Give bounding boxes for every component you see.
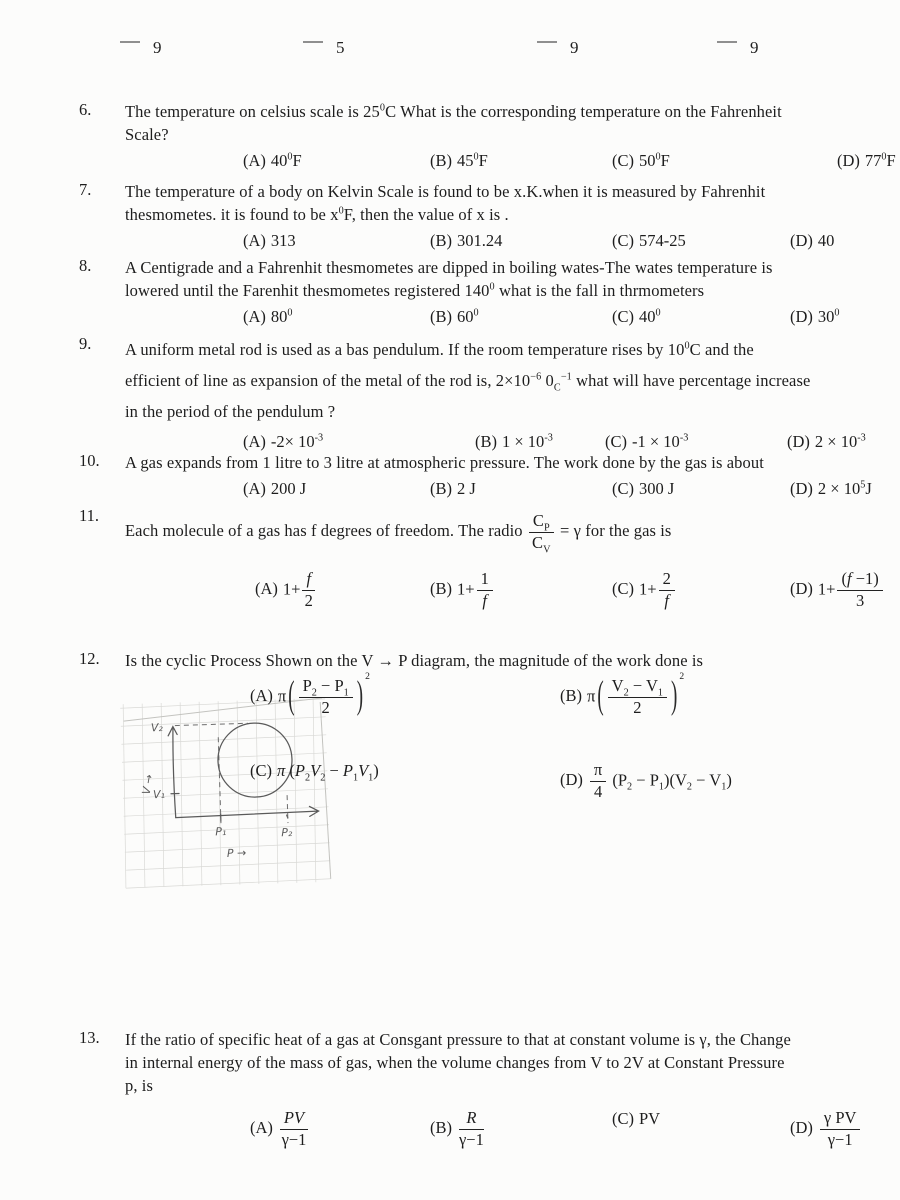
text: 2 xyxy=(321,697,330,717)
option-label: (D) xyxy=(790,579,813,599)
text: P xyxy=(302,676,312,695)
superscript: −1 xyxy=(560,371,572,383)
question-number: 6. xyxy=(79,100,92,119)
option-b xyxy=(560,670,685,718)
text: 4 xyxy=(593,781,603,801)
fraction-denominator xyxy=(302,591,315,611)
question-number: 11. xyxy=(79,506,100,525)
fraction-numerator xyxy=(459,1109,484,1130)
question-number: 10. xyxy=(79,451,100,470)
cutoff-fraction-fragment xyxy=(537,34,579,58)
option-label: (D) xyxy=(790,479,813,498)
fraction-denominator xyxy=(299,698,353,718)
option-d xyxy=(787,432,866,452)
text: A gas expands from 1 litre to 3 litre at atmospheric pressure. The work done by the gas is about xyxy=(125,453,764,472)
fraction-numerator xyxy=(837,570,882,591)
question-12 xyxy=(0,649,900,860)
fraction xyxy=(659,570,675,611)
option-b xyxy=(430,307,479,327)
text: 2 xyxy=(817,479,831,498)
text: thesmometes. it is found to be x xyxy=(125,205,339,224)
fraction xyxy=(299,677,353,718)
text: ) xyxy=(373,761,379,780)
text: p, is xyxy=(125,1076,154,1095)
text: 2 J xyxy=(457,479,476,498)
text: F xyxy=(886,151,896,170)
fragment-bar xyxy=(120,41,140,43)
superscript: 0 xyxy=(881,151,887,163)
superscript: 0 xyxy=(473,151,479,163)
options-row xyxy=(125,479,900,505)
options-row xyxy=(125,307,900,333)
italic-text: P xyxy=(342,761,353,780)
superscript: 5 xyxy=(860,479,866,491)
text: what is the fall in thrmometers xyxy=(494,281,705,300)
text: lowered until the Farenhit thesmometes registered 140 xyxy=(125,281,490,300)
option-label: (A) xyxy=(243,479,266,498)
text: ( xyxy=(841,569,847,588)
text: 1 xyxy=(480,569,489,588)
text: 40 xyxy=(817,231,835,250)
option-a xyxy=(243,231,296,251)
options-row xyxy=(125,570,900,632)
option-c xyxy=(605,432,688,452)
text: γ−1 xyxy=(459,1129,484,1149)
options-row xyxy=(125,151,900,177)
fraction-numerator xyxy=(302,570,315,591)
fragment-bar xyxy=(537,41,557,43)
question-text-line xyxy=(125,279,900,302)
text: 45 xyxy=(457,151,474,170)
option-label: (C) xyxy=(250,761,272,780)
text: 1 × 10 xyxy=(502,432,545,451)
text: 2 × 10 xyxy=(814,432,858,451)
question-text-line xyxy=(125,203,900,226)
text: −1) xyxy=(851,569,879,588)
fraction-denominator xyxy=(529,532,554,556)
fragment-digit: 9 xyxy=(570,38,579,57)
option-a xyxy=(243,479,306,499)
text: 574-25 xyxy=(639,231,686,250)
option-label: (A) xyxy=(255,579,278,599)
subscript: 1 xyxy=(352,772,359,784)
text: − V xyxy=(692,770,722,790)
text: 0 xyxy=(541,371,554,390)
superscript: 2 xyxy=(365,670,370,682)
question-text-line xyxy=(125,1028,900,1051)
option-c xyxy=(250,761,379,784)
superscript: 0 xyxy=(834,307,840,319)
options-row xyxy=(125,1109,900,1155)
text: (P xyxy=(608,770,628,790)
text: 3 xyxy=(855,590,865,610)
text: 80 xyxy=(270,307,288,326)
option-d xyxy=(560,761,732,802)
fraction-numerator xyxy=(659,570,675,591)
text: 200 J xyxy=(270,479,307,498)
text: 301.24 xyxy=(457,231,503,250)
italic-text: V xyxy=(310,761,321,780)
superscript: 0 xyxy=(489,281,495,293)
superscript: -3 xyxy=(679,432,689,444)
text: V xyxy=(611,676,624,695)
text: − xyxy=(325,761,343,780)
option-d xyxy=(790,479,872,499)
question-8 xyxy=(0,256,900,333)
text: 2 xyxy=(633,697,642,717)
subscript: 1 xyxy=(368,772,374,784)
grid-line-horizontal xyxy=(125,861,330,870)
text: ) xyxy=(726,770,732,790)
option-b xyxy=(430,570,495,611)
grid-line-horizontal xyxy=(124,825,329,834)
superscript: 0 xyxy=(287,151,293,163)
subscript: C xyxy=(553,382,561,394)
text: )(V xyxy=(664,770,687,790)
superscript: 0 xyxy=(287,307,293,319)
options-row xyxy=(125,670,900,751)
text: 10 xyxy=(839,479,861,498)
superscript: 0 xyxy=(684,340,690,352)
text: γ−1 xyxy=(827,1129,853,1149)
text: what will have percentage increase xyxy=(571,371,811,390)
italic-text: PV xyxy=(283,1109,305,1127)
question-number: 7. xyxy=(79,180,92,199)
question-text-line xyxy=(125,1051,900,1074)
superscript: 0 xyxy=(379,102,386,114)
text: π xyxy=(593,760,603,779)
italic-text: f xyxy=(846,569,852,588)
italic-text: P xyxy=(294,761,305,780)
subscript: P xyxy=(544,522,550,534)
text: 1+ xyxy=(817,579,836,599)
question-text-line xyxy=(125,451,900,474)
subscript: 1 xyxy=(658,781,664,793)
top-cutoff-fragments xyxy=(0,34,900,62)
subscript: 2 xyxy=(320,772,326,784)
option-label: (B) xyxy=(430,307,452,326)
text: π xyxy=(277,686,287,706)
text: − P xyxy=(632,770,659,790)
text: The temperature of a body on Kelvin Scale is found to be x.K.when it is measured by Fahrenhit xyxy=(125,182,766,201)
option-label: (C) xyxy=(605,432,627,451)
option-label: (A) xyxy=(250,1118,273,1138)
superscript: -3 xyxy=(314,432,324,444)
question-text-line xyxy=(125,256,900,279)
text: − xyxy=(316,676,335,695)
italic-text: V xyxy=(358,761,369,780)
question-text-line xyxy=(125,180,900,203)
fraction xyxy=(302,570,315,611)
text: F xyxy=(660,151,670,170)
superscript: 2 xyxy=(679,670,685,682)
fragment-digit: 5 xyxy=(336,38,345,57)
question-7 xyxy=(0,180,900,257)
fraction-denominator xyxy=(459,1130,484,1150)
superscript: 0 xyxy=(655,307,661,319)
option-label: (D) xyxy=(837,151,860,170)
option-label: (A) xyxy=(243,432,266,451)
superscript: -3 xyxy=(857,432,866,444)
big-paren: ( xyxy=(288,674,295,718)
fraction xyxy=(529,510,554,556)
fraction-numerator xyxy=(820,1109,861,1130)
option-label: (A) xyxy=(243,151,266,170)
fraction xyxy=(590,761,606,802)
text: 1+ xyxy=(282,579,301,599)
option-label: (A) xyxy=(243,231,266,250)
text: V xyxy=(645,676,658,695)
question-text-line xyxy=(125,396,900,427)
text: 30 xyxy=(817,307,835,326)
superscript: 0 xyxy=(655,151,661,163)
text: in the period of the pendulum ? xyxy=(125,402,336,421)
question-number: 8. xyxy=(79,256,92,275)
text: 2 xyxy=(662,569,671,588)
text: 2 xyxy=(304,590,313,610)
text: A Centigrade and a Fahrenhit thesmometes are dipped in boiling wates-The wates temperature is xyxy=(125,258,773,277)
subscript: 1 xyxy=(657,687,663,699)
text: 1+ xyxy=(639,579,657,599)
text: C and the xyxy=(689,340,754,359)
cutoff-fraction-fragment xyxy=(717,34,759,58)
options-row xyxy=(125,761,900,809)
cutoff-fraction-fragment xyxy=(303,34,345,58)
option-c xyxy=(612,151,670,171)
option-a xyxy=(243,432,323,452)
text: -1 × 10 xyxy=(632,432,680,451)
option-label: (B) xyxy=(430,579,452,599)
v1-label: V₁ xyxy=(152,787,166,802)
text: 313 xyxy=(270,231,296,250)
subscript: V xyxy=(543,544,551,556)
subscript: 2 xyxy=(311,687,317,699)
cutoff-fraction-fragment xyxy=(120,34,162,58)
question-number: 9. xyxy=(79,334,92,353)
fraction-numerator xyxy=(477,570,493,591)
text: F xyxy=(478,151,488,170)
question-number: 13. xyxy=(79,1028,100,1047)
option-d xyxy=(790,307,840,327)
italic-text: f xyxy=(306,569,312,588)
text: = γ for the gas is xyxy=(555,521,672,540)
question-text-line xyxy=(125,334,900,365)
p2-label: P₂ xyxy=(281,825,293,840)
question-9 xyxy=(0,334,900,458)
option-label: (A) xyxy=(243,307,266,326)
superscript: 0 xyxy=(473,307,479,319)
text: C What is the corresponding temperature on the Fahrenheit xyxy=(385,102,782,121)
superscript: -3 xyxy=(544,432,553,444)
question-11 xyxy=(0,506,900,632)
fraction-numerator xyxy=(280,1109,308,1130)
text: 40 xyxy=(270,151,288,170)
subscript: 2 xyxy=(623,687,629,699)
option-label: (C) xyxy=(612,579,634,599)
option-label: (B) xyxy=(430,479,452,498)
italic-text: f xyxy=(664,590,669,610)
option-label: (A) xyxy=(250,686,273,706)
fraction-denominator xyxy=(280,1130,308,1150)
option-label: (C) xyxy=(612,307,634,326)
option-label: (B) xyxy=(560,686,582,706)
fraction xyxy=(459,1109,484,1150)
text: -2× 10 xyxy=(270,432,315,451)
v-axis-label: V → xyxy=(139,773,157,796)
option-a xyxy=(250,670,370,718)
big-paren: ) xyxy=(671,674,678,718)
option-a xyxy=(255,570,317,611)
big-paren: ( xyxy=(597,674,604,718)
italic-text: π xyxy=(277,761,286,780)
fragment-digit: 9 xyxy=(153,38,162,57)
text: ( xyxy=(285,761,295,780)
text: × xyxy=(830,479,840,498)
option-b xyxy=(430,1109,486,1150)
text: PV xyxy=(639,1109,661,1128)
question-10 xyxy=(0,451,900,505)
text: 77 xyxy=(864,151,882,170)
option-label: (C) xyxy=(612,231,634,250)
text: 60 xyxy=(457,307,474,326)
fraction-denominator xyxy=(608,698,667,718)
text: Is the cyclic Process Shown on the V → P diagram, the magnitude of the work done is xyxy=(125,651,704,670)
subscript: 1 xyxy=(721,781,727,793)
grid-line-horizontal xyxy=(126,879,331,888)
fraction-numerator xyxy=(608,677,667,698)
italic-text: f xyxy=(482,590,487,610)
options-row xyxy=(125,231,900,257)
fraction-denominator xyxy=(820,1130,861,1150)
option-label: (C) xyxy=(612,151,634,170)
fraction-denominator xyxy=(477,591,493,611)
option-c xyxy=(612,307,661,327)
option-d xyxy=(790,570,885,611)
text: 1+ xyxy=(457,579,475,599)
text: C xyxy=(532,510,544,530)
option-c xyxy=(612,570,677,611)
big-paren: ) xyxy=(356,674,364,718)
fraction xyxy=(280,1109,308,1150)
fraction xyxy=(477,570,493,611)
option-d xyxy=(790,1109,862,1150)
text: C xyxy=(532,532,544,552)
option-a xyxy=(243,307,293,327)
option-label: (D) xyxy=(560,770,583,790)
text: J xyxy=(865,479,872,498)
question-text-line xyxy=(125,100,900,123)
subscript: 1 xyxy=(343,687,349,699)
option-label: (B) xyxy=(430,151,452,170)
subscript: 2 xyxy=(686,781,693,793)
option-label: (B) xyxy=(430,231,452,250)
p-axis-label: P → xyxy=(226,846,247,860)
fraction xyxy=(820,1109,861,1150)
option-d xyxy=(837,151,896,171)
option-label: (D) xyxy=(787,432,810,451)
option-b xyxy=(430,231,502,251)
text: π xyxy=(587,686,596,706)
option-c xyxy=(612,1109,660,1129)
text: F xyxy=(292,151,302,170)
option-b xyxy=(430,151,488,171)
fragment-bar xyxy=(303,41,323,43)
question-text-line xyxy=(125,506,900,556)
option-d xyxy=(790,231,834,251)
text: γ PV xyxy=(823,1109,857,1127)
v2-label: V₂ xyxy=(150,720,164,735)
fraction-numerator xyxy=(299,677,353,698)
fraction-denominator xyxy=(659,591,675,611)
option-label: (B) xyxy=(430,1118,452,1138)
question-13 xyxy=(0,1028,900,1155)
option-label: (B) xyxy=(475,432,497,451)
fraction-numerator xyxy=(590,761,606,782)
text: Scale? xyxy=(125,125,169,144)
question-text-line xyxy=(125,123,900,146)
fraction-numerator xyxy=(529,512,554,533)
p1-label: P₁ xyxy=(215,825,227,839)
option-c xyxy=(612,479,674,499)
option-label: (C) xyxy=(612,479,634,498)
fraction xyxy=(608,677,667,718)
text: 50 xyxy=(639,151,656,170)
fraction-denominator xyxy=(590,782,606,802)
superscript: 0 xyxy=(338,205,344,217)
option-c xyxy=(612,231,686,251)
question-number: 12. xyxy=(79,649,100,668)
question-6 xyxy=(0,100,900,177)
option-a xyxy=(243,151,302,171)
italic-text: R xyxy=(466,1109,477,1127)
superscript: −6 xyxy=(530,371,542,383)
fragment-bar xyxy=(717,41,737,43)
subscript: 2 xyxy=(305,772,311,784)
question-text-line xyxy=(125,649,900,672)
fragment-digit: 9 xyxy=(750,38,759,57)
option-label: (D) xyxy=(790,307,813,326)
option-label: (D) xyxy=(790,1118,813,1138)
option-label: (D) xyxy=(790,231,813,250)
text: If the ratio of specific heat of a gas at Consgant pressure to that at constant volume is γ, the Change xyxy=(125,1030,791,1049)
text: γ−1 xyxy=(281,1129,307,1149)
option-a xyxy=(250,1109,310,1150)
text: 40 xyxy=(639,307,656,326)
option-b xyxy=(475,432,553,452)
question-text-line xyxy=(125,1074,900,1097)
text: − xyxy=(628,676,646,695)
text: The temperature on celsius scale is 25 xyxy=(125,102,380,121)
text: A uniform metal rod is used as a bas pendulum. If the room temperature rises by 10 xyxy=(125,340,685,359)
text: 300 J xyxy=(639,479,675,498)
question-text-line xyxy=(125,365,900,396)
text: in internal energy of the mass of gas, when the volume changes from V to 2V at Constant Pressure xyxy=(125,1053,785,1072)
subscript: 2 xyxy=(627,781,633,793)
option-label: (C) xyxy=(612,1109,634,1128)
text: Each molecule of a gas has f degrees of freedom. The radio xyxy=(125,521,527,540)
fraction xyxy=(837,570,882,611)
text: F, then the value of x is . xyxy=(343,205,509,224)
option-b xyxy=(430,479,476,499)
fraction-denominator xyxy=(837,591,882,611)
text: P xyxy=(334,676,344,695)
text: efficient of line as expansion of the metal of the rod is, 2×10 xyxy=(125,371,531,390)
